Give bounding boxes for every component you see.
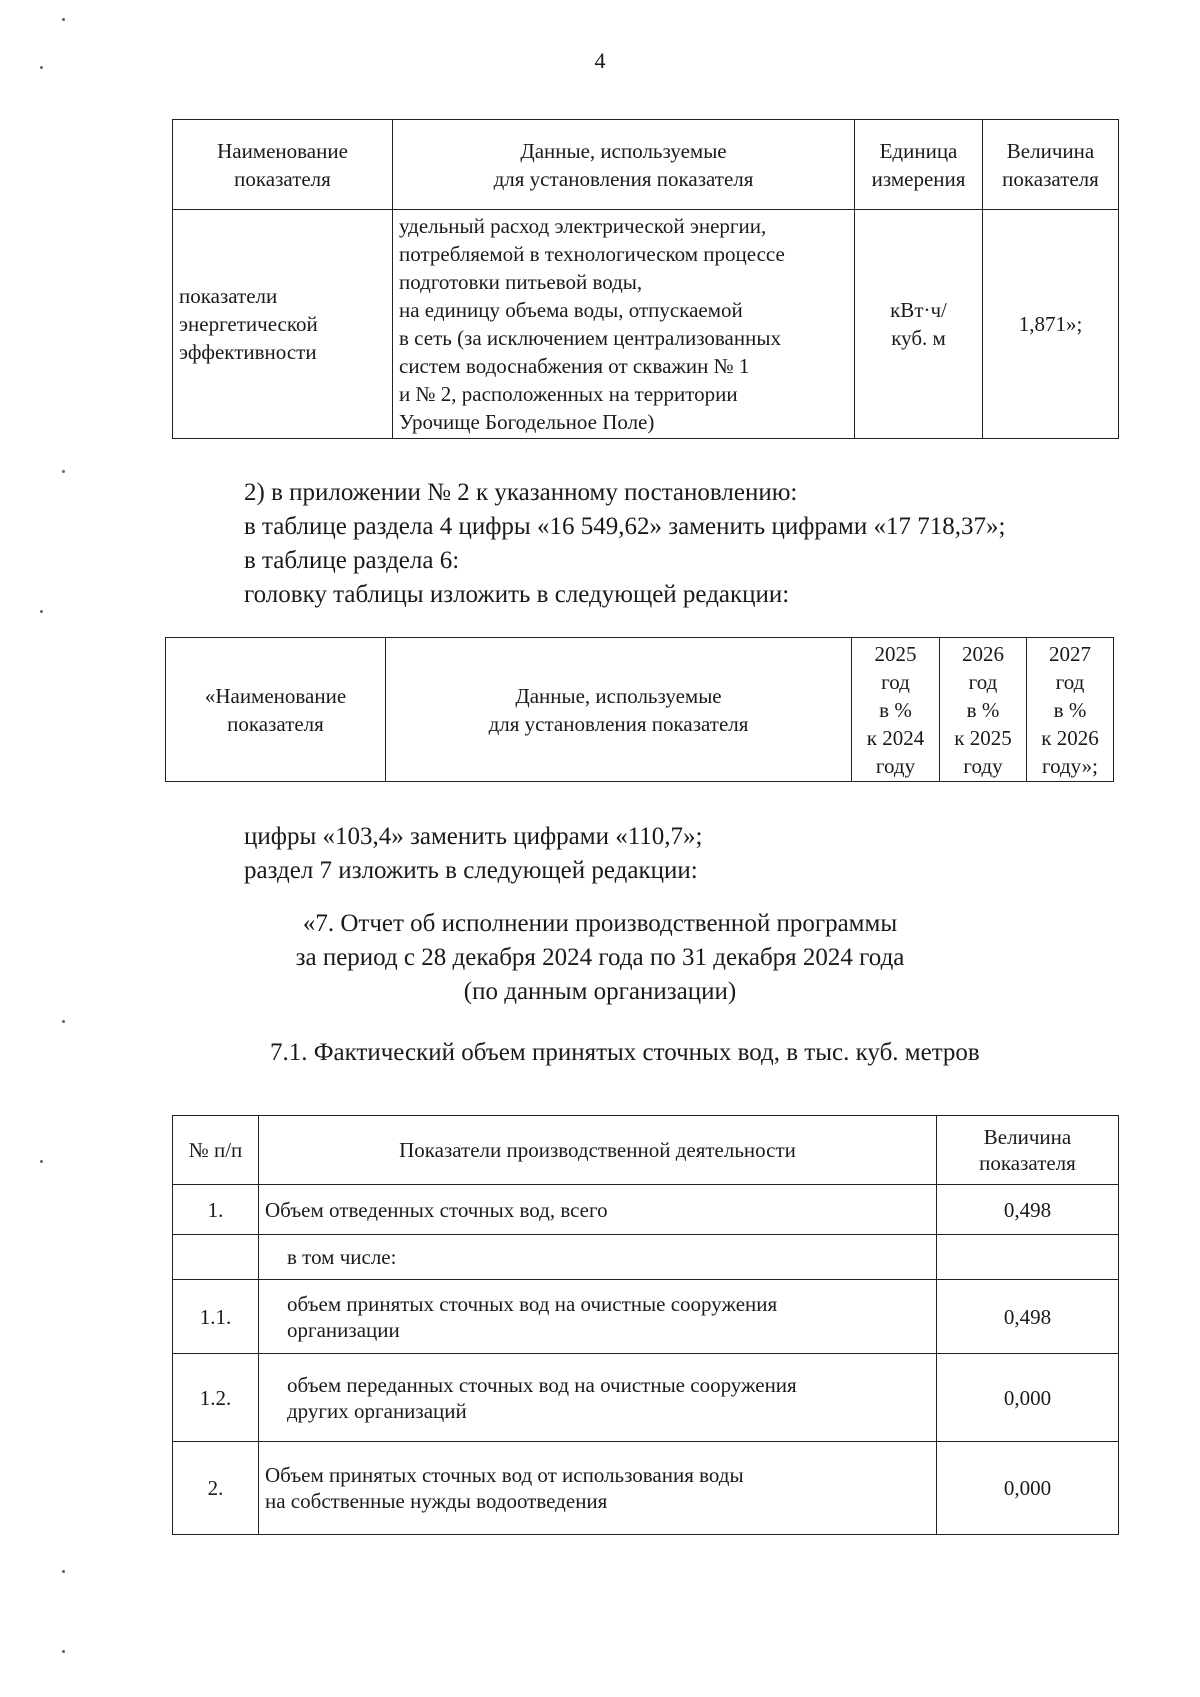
header-unit [855, 120, 983, 210]
cell-unit [855, 210, 983, 439]
cell-year-2026 [940, 638, 1027, 782]
cell-indicator-name [173, 210, 393, 439]
header-text: Величина показателя [1002, 138, 1099, 191]
row-number: 1.1. [173, 1280, 259, 1354]
row-number [173, 1235, 259, 1280]
table-row [166, 638, 1114, 782]
cell-text: 2027 год в % к 2026 году»; [1041, 641, 1099, 778]
amendment-line-4: головку таблицы изложить в следующей редакции: [244, 581, 790, 608]
cell-indicator-name [166, 638, 386, 782]
wastewater-table-header [173, 1116, 1119, 1185]
header-text: Единица измерения [871, 138, 966, 191]
section-title-text: «7. Отчет об исполнении производственной программы за период с 28 декабря 2024 года по 31 декабря 2024 года (по данным организации) [295, 910, 905, 1005]
row-value: 0,000 [937, 1354, 1119, 1442]
cell-data-used [386, 638, 852, 782]
wastewater-table [172, 1115, 1119, 1535]
cell-text: кВт·ч/ куб. м [890, 298, 947, 350]
amendment-line-6: раздел 7 изложить в следующей редакции: [244, 857, 698, 884]
amendment-line-3: в таблице раздела 6: [244, 547, 460, 574]
table-row [173, 1442, 1119, 1535]
cell-text: объем переданных сточных вод на очистные сооружения других организаций [287, 1372, 797, 1423]
row-name: Объем отведенных сточных вод, всего [259, 1185, 937, 1235]
cell-text: удельный расход электрической энергии, потребляемой в технологическом процессе подготовки питьевой воды, на единицу объема воды, отпускаемой в сеть (за исключением централизованных систем водоснабжения от скважин № 1 и № 2, расположенных на территории Урочище Богодельное Поле) [399, 214, 785, 434]
table-header-edition [165, 637, 1114, 782]
indicator-table [172, 119, 1119, 439]
indicator-table-header [173, 120, 1119, 210]
cell-text: объем принятых сточных вод на очистные сооружения организации [287, 1291, 778, 1342]
cell-text: 2025 год в % к 2024 году [866, 641, 925, 778]
row-value: 0,000 [937, 1442, 1119, 1535]
cell-text: показатели энергетической эффективности [179, 284, 318, 364]
cell-text: Данные, используемые для установления показателя [488, 683, 749, 736]
cell-text: «Наименование показателя [204, 683, 347, 736]
subsection-title: 7.1. Фактический объем принятых сточных вод, в тыс. куб. метров [270, 1039, 980, 1066]
table-row [173, 1235, 1119, 1280]
cell-text: 2026 год в % к 2025 году [954, 641, 1012, 778]
row-number: 1. [173, 1185, 259, 1235]
header-text: Наименование показателя [217, 138, 348, 191]
header-data-used [393, 120, 855, 210]
cell-year-2025 [852, 638, 940, 782]
amendment-line-5: цифры «103,4» заменить цифрами «110,7»; [244, 823, 703, 850]
row-name [259, 1442, 937, 1535]
header-value [937, 1116, 1119, 1185]
cell-text: Объем принятых сточных вод от использования воды на собственные нужды водоотведения [265, 1463, 744, 1513]
row-value [937, 1235, 1119, 1280]
header-value [983, 120, 1119, 210]
scan-speck [62, 1570, 65, 1573]
amendment-line-1: 2) в приложении № 2 к указанному постановлению: [244, 479, 798, 506]
table-row [173, 1280, 1119, 1354]
cell-year-2027 [1027, 638, 1114, 782]
scan-speck [62, 1650, 65, 1653]
scan-speck [40, 610, 43, 613]
header-number: № п/п [173, 1116, 259, 1185]
table-row [173, 1354, 1119, 1442]
table-row [173, 210, 1119, 439]
header-text: Данные, используемые для установления показателя [493, 138, 754, 191]
header-indicators: Показатели производственной деятельности [259, 1116, 937, 1185]
cell-text: 1,871»; [1018, 312, 1083, 336]
scan-speck [62, 1020, 65, 1023]
amendment-line-2: в таблице раздела 4 цифры «16 549,62» заменить цифрами «17 718,37»; [244, 513, 1006, 540]
row-number: 2. [173, 1442, 259, 1535]
scan-speck [62, 470, 65, 473]
scan-speck [62, 18, 65, 21]
scan-speck [40, 1160, 43, 1163]
header-text: Величина показателя [979, 1125, 1076, 1175]
row-name [259, 1280, 937, 1354]
row-value: 0,498 [937, 1280, 1119, 1354]
header-indicator-name [173, 120, 393, 210]
cell-value [983, 210, 1119, 439]
table-row [173, 1185, 1119, 1235]
row-value: 0,498 [937, 1185, 1119, 1235]
row-name [259, 1354, 937, 1442]
row-number: 1.2. [173, 1354, 259, 1442]
scan-speck [40, 66, 43, 69]
section-title [0, 907, 1200, 1009]
page-number: 4 [594, 48, 606, 73]
cell-data-used [393, 210, 855, 439]
row-name: в том числе: [259, 1235, 937, 1280]
